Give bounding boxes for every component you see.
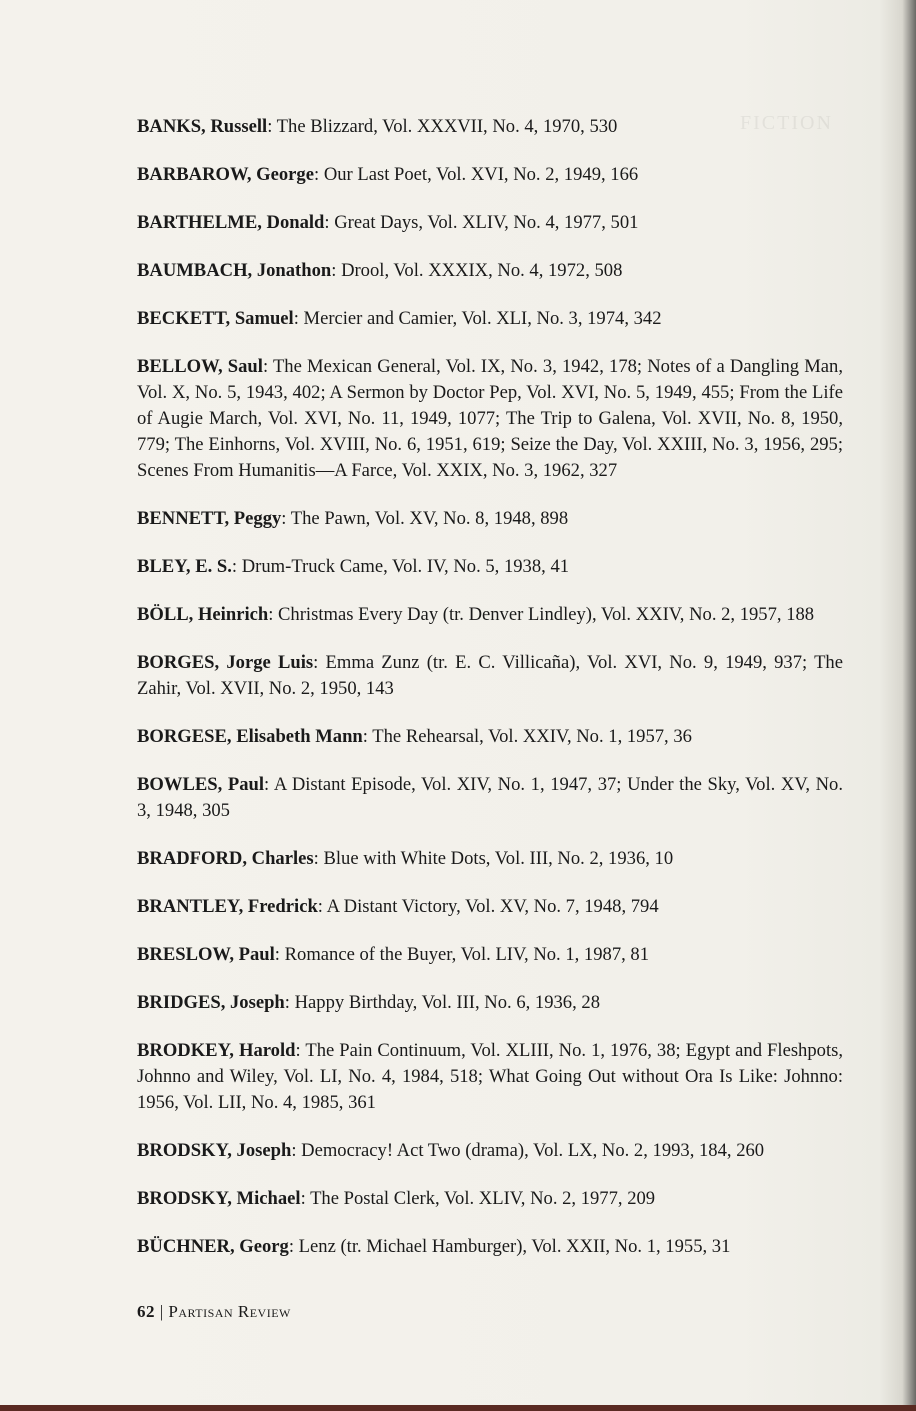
entry-text: The Pain Continuum, Vol. XLIII, No. 1, 1976, 38; Egypt and Fleshpots, Johnno and Wiley, Vol. LI, No. 4, 1984, 518; What Going Out without Ora Is Like: Johnno: 1956, Vol. LII, No. 4, 1985, 361 [137,1040,843,1113]
entry-text: The Rehearsal, Vol. XXIV, No. 1, 1957, 36 [372,726,692,747]
author-name: BRODSKY, Michael [137,1188,301,1209]
entry-text: The Mexican General, Vol. IX, No. 3, 1942, 178; Notes of a Dangling Man, Vol. X, No. 5, 1943, 402; A Sermon by Doctor Pep, Vol. XVI, No. 5, 1949, 455; From the Life of Augie March, Vol. XVI, No. 11, 1949, 1077; The Trip to Galena, Vol. XVII, No. 8, 1950, 779; The Einhorns, Vol. XVIII, No. 6, 1951, 619; Seize the Day, Vol. XXIII, No. 3, 1956, 295; Scenes From Humanitis—A Farce, Vol. XXIX, No. 3, 1962, 327 [137,356,844,481]
author-name: BOWLES, Paul [137,774,265,795]
page-number: 62 [137,1302,155,1321]
entry-text: Blue with White Dots, Vol. III, No. 2, 1936, 10 [323,848,674,869]
list-item: BORGESE, Elisabeth Mann: The Rehearsal, Vol. XXIV, No. 1, 1957, 36 [137,726,692,747]
entry-text: The Postal Clerk, Vol. XLIV, No. 2, 1977, 209 [310,1188,656,1209]
author-name: BANKS, Russell [137,116,268,137]
list-item: BRADFORD, Charles: Blue with White Dots, Vol. III, No. 2, 1936, 10 [137,848,674,869]
list-item: BÜCHNER, Georg: Lenz (tr. Michael Hamburger), Vol. XXII, No. 1, 1955, 31 [137,1236,731,1257]
entry-text: Romance of the Buyer, Vol. LIV, No. 1, 1987, 81 [284,944,650,965]
bleed-through-heading: FICTION [740,112,833,134]
list-item: BORGES, Jorge Luis: Emma Zunz (tr. E. C. Villicaña), Vol. XVI, No. 9, 1949, 937; The Zahir, Vol. XVII, No. 2, 1950, 143 [137,652,843,699]
author-name: BLEY, E. S. [137,556,232,577]
page-footer [137,1302,291,1322]
footer-separator: | [159,1302,164,1321]
entry-text: Happy Birthday, Vol. III, No. 6, 1936, 28 [294,992,600,1013]
author-name: BORGESE, Elisabeth Mann [137,726,363,747]
entry-text: Democracy! Act Two (drama), Vol. LX, No. 2, 1993, 184, 260 [301,1140,765,1161]
author-name: BENNETT, Peggy [137,508,282,529]
author-name: BRANTLEY, Fredrick [137,896,318,917]
author-name: BORGES, Jorge Luis [137,652,314,673]
entry-text: Emma Zunz (tr. E. C. Villicaña), Vol. XVI, No. 9, 1949, 937; The Zahir, Vol. XVII, No. 2, 1950, 143 [137,652,843,699]
list-item: BECKETT, Samuel: Mercier and Camier, Vol. XLI, No. 3, 1974, 342 [137,308,662,329]
author-name: BECKETT, Samuel [137,308,294,329]
author-name: BÜCHNER, Georg [137,1236,289,1257]
list-item: BOWLES, Paul: A Distant Episode, Vol. XIV, No. 1, 1947, 37; Under the Sky, Vol. XV, No. 3, 1948, 305 [137,774,844,821]
author-name: BRADFORD, Charles [137,848,314,869]
list-item: BELLOW, Saul: The Mexican General, Vol. IX, No. 3, 1942, 178; Notes of a Dangling Man, Vol. X, No. 5, 1943, 402; A Sermon by Doctor Pep, Vol. XVI, No. 5, 1949, 455; From the Life of Augie March, Vol. XVI, No. 11, 1949, 1077; The Trip to Galena, Vol. XVII, No. 8, 1950, 779; The Einhorns, Vol. XVIII, No. 6, 1951, 619; Seize the Day, Vol. XXIII, No. 3, 1956, 295; Scenes From Humanitis—A Farce, Vol. XXIX, No. 3, 1962, 327 [137,356,844,481]
entry-list [137,114,843,1282]
entry-text: Lenz (tr. Michael Hamburger), Vol. XXII, No. 1, 1955, 31 [298,1236,731,1257]
author-name: BRIDGES, Joseph [137,992,285,1013]
entry-text: Drum-Truck Came, Vol. IV, No. 5, 1938, 41 [241,556,570,577]
list-item: BENNETT, Peggy: The Pawn, Vol. XV, No. 8, 1948, 898 [137,508,569,529]
author-name: BELLOW, Saul [137,356,263,377]
journal-title: Partisan Review [168,1302,291,1321]
author-name: BARBAROW, George [137,164,314,185]
entry-text: Mercier and Camier, Vol. XLI, No. 3, 1974, 342 [303,308,662,329]
list-item: BRESLOW, Paul: Romance of the Buyer, Vol. LIV, No. 1, 1987, 81 [137,944,650,965]
list-item: BLEY, E. S.: Drum-Truck Came, Vol. IV, No. 5, 1938, 41 [137,556,570,577]
list-item: BARTHELME, Donald: Great Days, Vol. XLIV, No. 4, 1977, 501 [137,212,639,233]
list-item: BRODKEY, Harold: The Pain Continuum, Vol. XLIII, No. 1, 1976, 38; Egypt and Fleshpots, Johnno and Wiley, Vol. LI, No. 4, 1984, 518; What Going Out without Ora Is Like: Johnno: 1956, Vol. LII, No. 4, 1985, 361 [137,1040,843,1113]
entry-text: Our Last Poet, Vol. XVI, No. 2, 1949, 166 [323,164,639,185]
list-item: BANKS, Russell: The Blizzard, Vol. XXXVII, No. 4, 1970, 530 [137,116,618,137]
entry-text: The Blizzard, Vol. XXXVII, No. 4, 1970, 530 [276,116,618,137]
list-item: BRANTLEY, Fredrick: A Distant Victory, Vol. XV, No. 7, 1948, 794 [137,896,659,917]
entry-text: Great Days, Vol. XLIV, No. 4, 1977, 501 [334,212,639,233]
entry-text: A Distant Victory, Vol. XV, No. 7, 1948, 794 [326,896,659,917]
author-name: BÖLL, Heinrich [137,604,269,625]
entry-text: Christmas Every Day (tr. Denver Lindley), Vol. XXIV, No. 2, 1957, 188 [278,604,815,625]
entry-text: The Pawn, Vol. XV, No. 8, 1948, 898 [290,508,569,529]
list-item: BÖLL, Heinrich: Christmas Every Day (tr. Denver Lindley), Vol. XXIV, No. 2, 1957, 188 [137,604,815,625]
author-name: BRODSKY, Joseph [137,1140,292,1161]
list-item: BRODSKY, Joseph: Democracy! Act Two (drama), Vol. LX, No. 2, 1993, 184, 260 [137,1140,765,1161]
entry-text: Drool, Vol. XXXIX, No. 4, 1972, 508 [341,260,623,281]
list-item: BRODSKY, Michael: The Postal Clerk, Vol. XLIV, No. 2, 1977, 209 [137,1188,656,1209]
entry-text: A Distant Episode, Vol. XIV, No. 1, 1947, 37; Under the Sky, Vol. XV, No. 3, 1948, 305 [137,774,844,821]
list-item: BAUMBACH, Jonathon: Drool, Vol. XXXIX, No. 4, 1972, 508 [137,260,623,281]
author-name: BRESLOW, Paul [137,944,275,965]
list-item: BRIDGES, Joseph: Happy Birthday, Vol. III, No. 6, 1936, 28 [137,992,600,1013]
author-name: BRODKEY, Harold [137,1040,296,1061]
page-bottom-edge [0,1405,916,1411]
list-item: BARBAROW, George: Our Last Poet, Vol. XVI, No. 2, 1949, 166 [137,164,639,185]
author-name: BARTHELME, Donald [137,212,325,233]
author-name: BAUMBACH, Jonathon [137,260,332,281]
